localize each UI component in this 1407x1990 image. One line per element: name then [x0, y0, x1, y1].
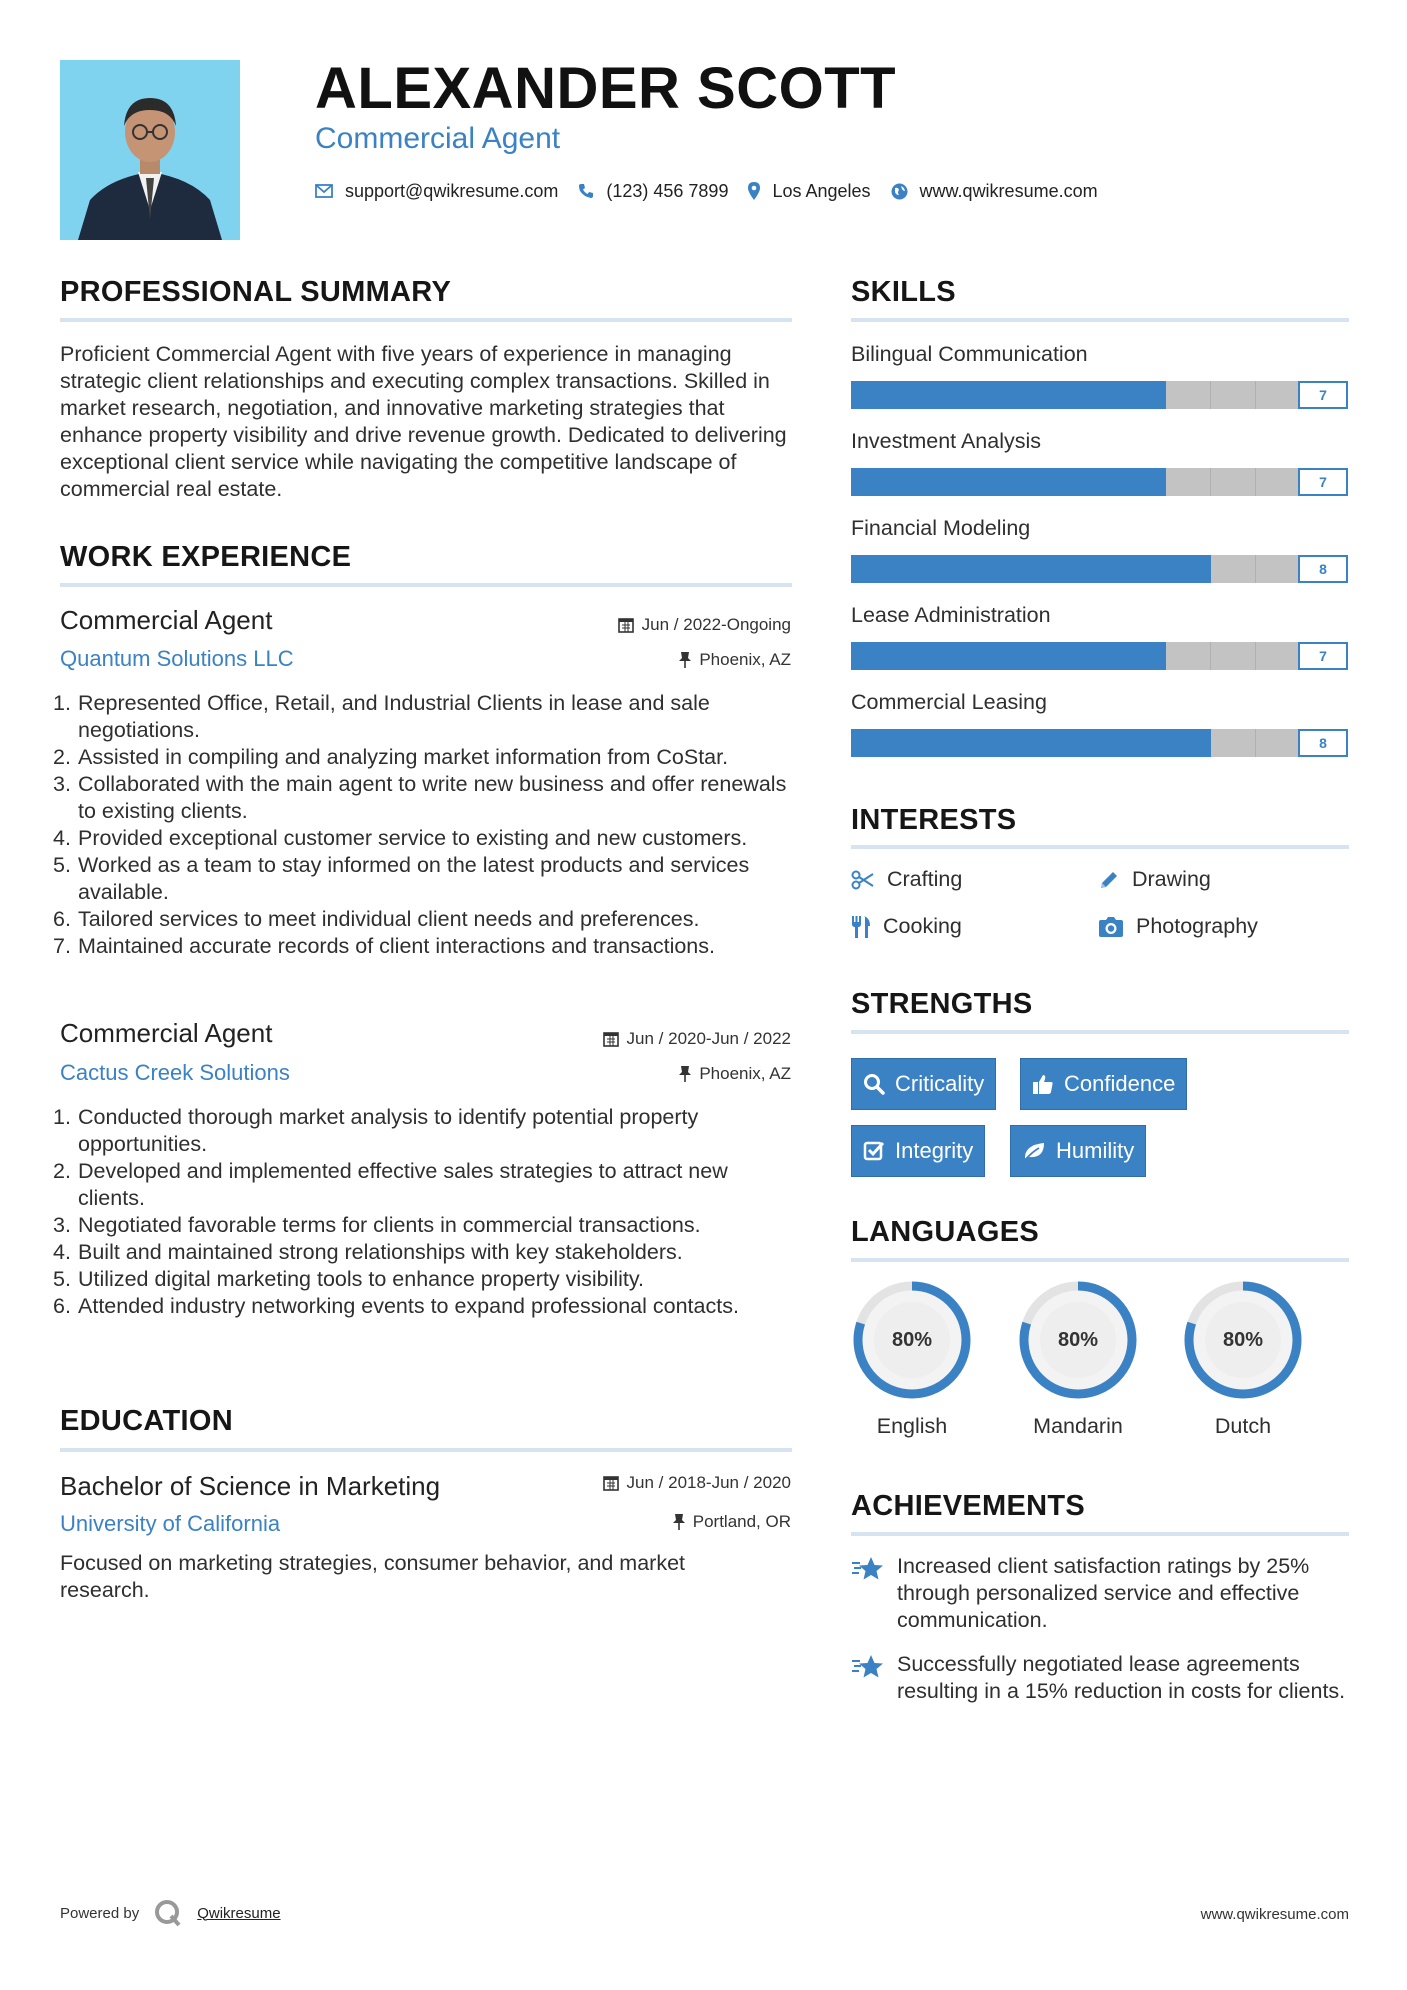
language-item: [1181, 1278, 1305, 1439]
skill-level-bar: [851, 468, 1348, 496]
work-divider: [60, 583, 792, 587]
degree-title: Bachelor of Science in Marketing: [60, 1471, 441, 1501]
bullet-number: 6.: [53, 1294, 71, 1318]
skill-segment-filled: [941, 381, 986, 409]
skill-segment-filled: [896, 642, 941, 670]
strength-chip: [851, 1058, 996, 1110]
skill-segment-filled: [941, 729, 986, 757]
strengths-divider: [851, 1030, 1349, 1034]
bullet-number: 1.: [53, 1105, 71, 1129]
pushpin-icon: [673, 1514, 685, 1530]
skill-segment-filled: [1166, 555, 1211, 583]
bullet-number: 5.: [53, 1267, 71, 1291]
bullet-text: Provided exceptional customer service to existing and new customers.: [78, 826, 748, 850]
contact-location: [748, 181, 870, 202]
skill-segment-filled: [941, 555, 986, 583]
contact-email[interactable]: [315, 181, 558, 202]
strength-chip: [1020, 1058, 1187, 1110]
contact-phone[interactable]: [578, 181, 728, 202]
languages-heading: LANGUAGES: [851, 1216, 1039, 1248]
list-item: [53, 690, 793, 744]
bullet-number: 4.: [53, 826, 71, 850]
education-divider: [60, 1448, 792, 1452]
skill-segment-filled: [896, 468, 941, 496]
bullet-text: Attended industry networking events to expand professional contacts.: [78, 1294, 739, 1318]
thumbs-up-icon: [1032, 1073, 1054, 1095]
skill-segment-filled: [1076, 381, 1121, 409]
list-item: [53, 744, 793, 771]
education-dates-text: Jun / 2018-Jun / 2020: [626, 1473, 791, 1492]
skill-segment-empty: [1166, 381, 1211, 409]
footer-website[interactable]: www.qwikresume.com: [1200, 1906, 1349, 1923]
language-percent: 80%: [1057, 1328, 1099, 1351]
job-dates: [618, 615, 791, 635]
skill-segment-filled: [1076, 555, 1121, 583]
skill-name: Investment Analysis: [851, 429, 1042, 453]
skill-segment-filled: [851, 381, 896, 409]
website-text: www.qwikresume.com: [919, 180, 1098, 201]
scissors-icon: [851, 870, 875, 890]
skill-level-badge: 7: [1298, 381, 1348, 409]
skill-segment-empty: [1166, 642, 1211, 670]
envelope-icon: [315, 184, 333, 198]
company-name: Quantum Solutions LLC: [60, 646, 294, 671]
job-dates: [603, 1029, 791, 1049]
globe-icon: [891, 183, 908, 200]
education-location: [673, 1512, 791, 1532]
skill-level-bar: [851, 555, 1348, 583]
skill-segment-empty: [1256, 642, 1301, 670]
school-name: University of California: [60, 1511, 281, 1536]
skill-segment-empty: [1211, 381, 1256, 409]
list-item: [53, 1293, 793, 1320]
job-location-text: Phoenix, AZ: [699, 650, 791, 669]
skill-segment-empty: [1256, 381, 1301, 409]
list-item: [53, 852, 793, 906]
skill-segment-empty: [1211, 468, 1256, 496]
contact-bar: [315, 178, 1118, 204]
list-item: [53, 771, 793, 825]
skill-segment-filled: [1031, 468, 1076, 496]
achievement-text: Increased client satisfaction ratings by 25% through personalized service and effective communication.: [897, 1554, 1310, 1632]
language-percent: 80%: [891, 1328, 933, 1351]
qwikresume-link[interactable]: Qwikresume: [197, 1904, 281, 1922]
job-bullets: [53, 690, 793, 960]
skill-segment-filled: [986, 381, 1031, 409]
work-heading: WORK EXPERIENCE: [60, 541, 352, 573]
qwikresume-logo-icon: [153, 1898, 183, 1928]
summary-text: Proficient Commercial Agent with five years of experience in managing strategic client relationships and executing complex transactions. Skilled in market research, negotiation, and innovative marketing strategies that enhance property visibility and drive revenue growth. Dedicated to delivering exceptional client service while navigating the competitive landscape of commercial real estate.: [60, 342, 787, 501]
skill-segment-empty: [1211, 729, 1256, 757]
achievement-item: [851, 1651, 1351, 1705]
interest-label: Cooking: [883, 914, 962, 938]
bullet-number: 2.: [53, 1159, 71, 1183]
strengths-heading: STRENGTHS: [851, 988, 1033, 1020]
interest-item: [1098, 914, 1258, 939]
bullet-text: Maintained accurate records of client interactions and transactions.: [78, 934, 715, 958]
bullet-text: Represented Office, Retail, and Industrial Clients in lease and sale negotiations.: [78, 691, 710, 742]
skills-heading: SKILLS: [851, 276, 956, 308]
bullet-text: Collaborated with the main agent to write new business and offer renewals to existing clients.: [78, 772, 787, 823]
job-location-text: Phoenix, AZ: [699, 1064, 791, 1083]
language-name: Mandarin: [1033, 1414, 1123, 1438]
skill-segment-filled: [941, 642, 986, 670]
list-item: [53, 1158, 793, 1212]
list-item: [53, 1266, 793, 1293]
skill-segment-filled: [1121, 468, 1166, 496]
job-title: Commercial Agent: [60, 605, 273, 635]
skill-level-badge: 7: [1298, 468, 1348, 496]
skill-segment-filled: [851, 468, 896, 496]
bullet-number: 2.: [53, 745, 71, 769]
skill-level-bar: [851, 642, 1348, 670]
check-square-icon: [863, 1140, 885, 1162]
contact-website[interactable]: [891, 181, 1098, 202]
achievements-heading: ACHIEVEMENTS: [851, 1490, 1086, 1522]
skill-segment-filled: [1121, 555, 1166, 583]
strength-label: Humility: [1056, 1138, 1135, 1163]
skill-segment-filled: [896, 381, 941, 409]
strength-label: Integrity: [895, 1138, 974, 1163]
skill-level-bar: [851, 729, 1348, 757]
interests-divider: [851, 845, 1349, 849]
skill-segment-filled: [941, 468, 986, 496]
job-dates-text: Jun / 2020-Jun / 2022: [626, 1029, 791, 1048]
phone-text: (123) 456 7899: [606, 180, 729, 201]
calendar-icon: [618, 617, 634, 633]
skill-segment-empty: [1256, 729, 1301, 757]
bullet-text: Built and maintained strong relationships with key stakeholders.: [78, 1240, 683, 1264]
list-item: [53, 906, 793, 933]
skill-segment-filled: [896, 555, 941, 583]
search-icon: [863, 1073, 885, 1095]
language-name: English: [876, 1414, 948, 1438]
language-item: [850, 1278, 974, 1439]
utensils-icon: [851, 915, 871, 939]
skill-level-bar: [851, 381, 1348, 409]
interest-item: [851, 914, 962, 939]
skill-segment-filled: [896, 729, 941, 757]
skill-segment-filled: [1166, 729, 1211, 757]
skill-segment-filled: [851, 555, 896, 583]
job-title: Commercial Agent: [60, 1018, 273, 1048]
location-text: Los Angeles: [772, 180, 871, 201]
skill-segment-filled: [1031, 555, 1076, 583]
star-achievement-icon: [851, 1555, 885, 1583]
bullet-text: Negotiated favorable terms for clients in commercial transactions.: [78, 1213, 701, 1237]
skill-segment-filled: [1031, 729, 1076, 757]
profile-photo: [60, 60, 240, 240]
skill-segment-filled: [986, 642, 1031, 670]
strength-label: Criticality: [895, 1071, 985, 1096]
job-location: [679, 650, 791, 670]
camera-icon: [1098, 916, 1124, 938]
list-item: [53, 1104, 793, 1158]
education-location-text: Portland, OR: [692, 1512, 791, 1531]
skill-name: Financial Modeling: [851, 516, 1031, 540]
interest-item: [851, 867, 962, 892]
skill-segment-filled: [1121, 729, 1166, 757]
map-marker-icon: [748, 182, 760, 200]
education-heading: EDUCATION: [60, 1405, 233, 1437]
skill-segment-filled: [986, 468, 1031, 496]
phone-icon: [578, 183, 594, 199]
achievement-item: [851, 1553, 1351, 1634]
skill-name: Commercial Leasing: [851, 690, 1047, 714]
interest-label: Drawing: [1132, 867, 1211, 891]
skill-segment-filled: [1076, 642, 1121, 670]
skill-segment-filled: [851, 729, 896, 757]
pencil-icon: [1098, 869, 1120, 891]
skill-level-badge: 8: [1298, 555, 1348, 583]
summary-heading: PROFESSIONAL SUMMARY: [60, 276, 452, 308]
list-item: [53, 1212, 793, 1239]
skill-segment-filled: [1076, 729, 1121, 757]
bullet-text: Developed and implemented effective sales strategies to attract new clients.: [78, 1159, 728, 1210]
education-dates: [603, 1473, 791, 1493]
job-dates-text: Jun / 2022-Ongoing: [641, 615, 791, 634]
strength-label: Confidence: [1064, 1071, 1176, 1096]
bullet-text: Tailored services to meet individual client needs and preferences.: [78, 907, 700, 931]
bullet-number: 1.: [53, 691, 71, 715]
bullet-text: Utilized digital marketing tools to enhance property visibility.: [78, 1267, 645, 1291]
skill-segment-filled: [1121, 642, 1166, 670]
language-percent: 80%: [1222, 1328, 1264, 1351]
candidate-name: ALEXANDER SCOTT: [315, 56, 897, 121]
interest-label: Crafting: [887, 867, 963, 891]
leaf-icon: [1022, 1140, 1046, 1162]
skill-segment-empty: [1166, 468, 1211, 496]
skill-level-badge: 7: [1298, 642, 1348, 670]
languages-divider: [851, 1258, 1349, 1262]
bullet-number: 3.: [53, 772, 71, 796]
pushpin-icon: [679, 652, 691, 668]
interest-item: [1098, 867, 1211, 892]
education-text: Focused on marketing strategies, consumer behavior, and market research.: [60, 1551, 686, 1602]
star-achievement-icon: [851, 1653, 885, 1681]
bullet-text: Worked as a team to stay informed on the latest products and services available.: [78, 853, 750, 904]
company-name: Cactus Creek Solutions: [60, 1060, 290, 1085]
summary-divider: [60, 318, 792, 322]
skill-segment-filled: [1031, 642, 1076, 670]
list-item: [53, 933, 793, 960]
skill-segment-empty: [1211, 642, 1256, 670]
candidate-title: Commercial Agent: [315, 122, 561, 155]
skill-level-badge: 8: [1298, 729, 1348, 757]
bullet-number: 7.: [53, 934, 71, 958]
skill-segment-empty: [1256, 468, 1301, 496]
skill-segment-filled: [1121, 381, 1166, 409]
skill-segment-filled: [1076, 468, 1121, 496]
email-text: support@qwikresume.com: [345, 180, 559, 201]
skill-segment-filled: [986, 555, 1031, 583]
list-item: [53, 825, 793, 852]
skill-name: Lease Administration: [851, 603, 1051, 627]
achievement-text: Successfully negotiated lease agreements resulting in a 15% reduction in costs for clients.: [897, 1652, 1346, 1703]
calendar-icon: [603, 1475, 619, 1491]
language-item: [1016, 1278, 1140, 1439]
language-name: Dutch: [1214, 1414, 1272, 1438]
strength-chip: [1010, 1125, 1146, 1177]
bullet-number: 5.: [53, 853, 71, 877]
skill-segment-empty: [1256, 555, 1301, 583]
interests-heading: INTERESTS: [851, 804, 1017, 836]
bullet-number: 6.: [53, 907, 71, 931]
skill-name: Bilingual Communication: [851, 342, 1088, 366]
strength-chip: [851, 1125, 985, 1177]
list-item: [53, 1239, 793, 1266]
skill-segment-filled: [1031, 381, 1076, 409]
skills-divider: [851, 318, 1349, 322]
bullet-text: Conducted thorough market analysis to identify potential property opportunities.: [78, 1105, 699, 1156]
footer-powered-by: [60, 1898, 281, 1928]
bullet-text: Assisted in compiling and analyzing market information from CoStar.: [78, 745, 729, 769]
achievements-divider: [851, 1532, 1349, 1536]
job-bullets: [53, 1104, 793, 1320]
powered-by-text: Powered by: [60, 1904, 140, 1922]
interest-label: Photography: [1136, 914, 1258, 938]
pushpin-icon: [679, 1066, 691, 1082]
skill-segment-empty: [1211, 555, 1256, 583]
calendar-icon: [603, 1031, 619, 1047]
bullet-number: 3.: [53, 1213, 71, 1237]
job-location: [679, 1064, 791, 1084]
skill-segment-filled: [851, 642, 896, 670]
bullet-number: 4.: [53, 1240, 71, 1264]
skill-segment-filled: [986, 729, 1031, 757]
